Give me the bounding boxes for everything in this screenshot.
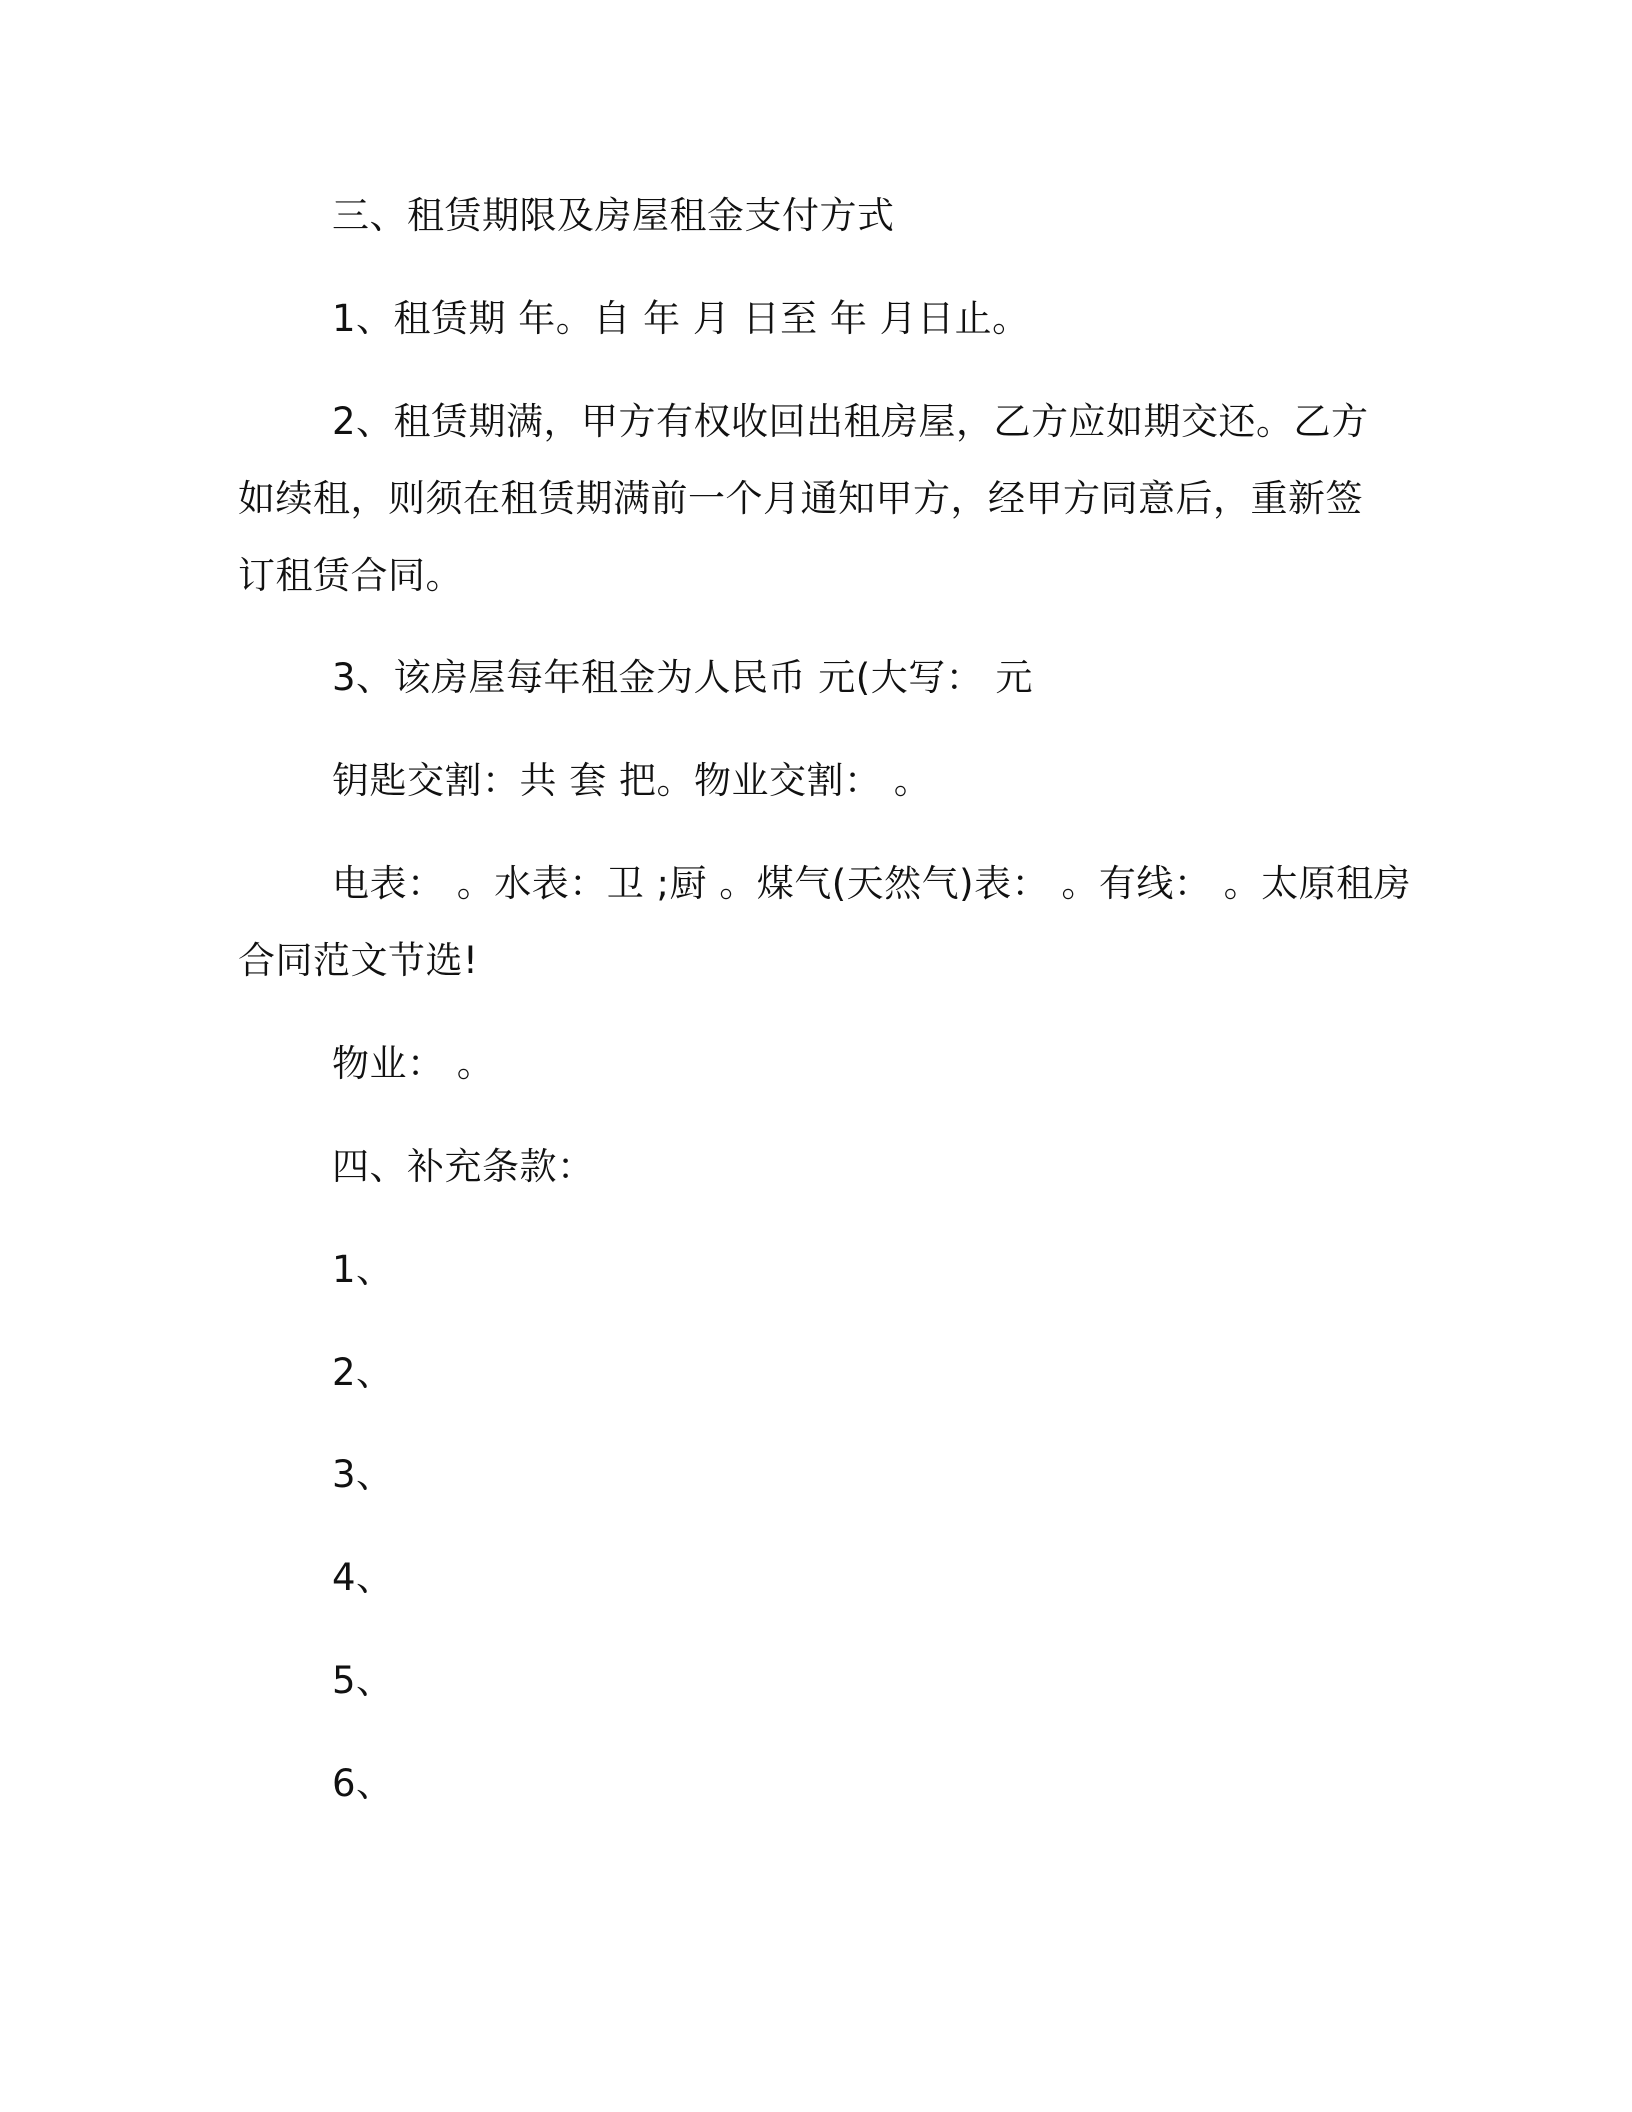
supplement-item: 5、: [332, 1659, 394, 1702]
section3-heading: 三、租赁期限及房屋租金支付方式: [332, 194, 895, 237]
supplement-item: 4、: [332, 1556, 394, 1599]
lease-expiry-item-line1: 2、租赁期满，甲方有权收回出租房屋，乙方应如期交还。乙方: [332, 400, 1369, 443]
meters-handover-line1: 电表： 。水表：卫 ;厨 。煤气(天然气)表： 。有线： 。太原租房: [332, 862, 1412, 905]
lease-term-item: 1、租赁期 年。自 年 月 日至 年 月日止。: [332, 297, 1030, 340]
supplement-item: 3、: [332, 1453, 394, 1496]
supplement-item: 6、: [332, 1762, 394, 1805]
keys-handover: 钥匙交割：共 套 把。物业交割： 。: [332, 759, 932, 802]
annual-rent-item: 3、该房屋每年租金为人民币 元(大写： 元: [332, 656, 1033, 699]
supplement-item: 1、: [332, 1248, 394, 1291]
lease-expiry-item-line3: 订租赁合同。: [238, 554, 463, 597]
lease-expiry-item-line2: 如续租，则须在租赁期满前一个月通知甲方，经甲方同意后，重新签: [238, 477, 1363, 520]
property-handover: 物业： 。: [332, 1042, 495, 1085]
supplement-item: 2、: [332, 1351, 394, 1394]
section4-heading: 四、补充条款：: [332, 1145, 595, 1188]
meters-handover-line2: 合同范文节选!: [238, 939, 479, 982]
